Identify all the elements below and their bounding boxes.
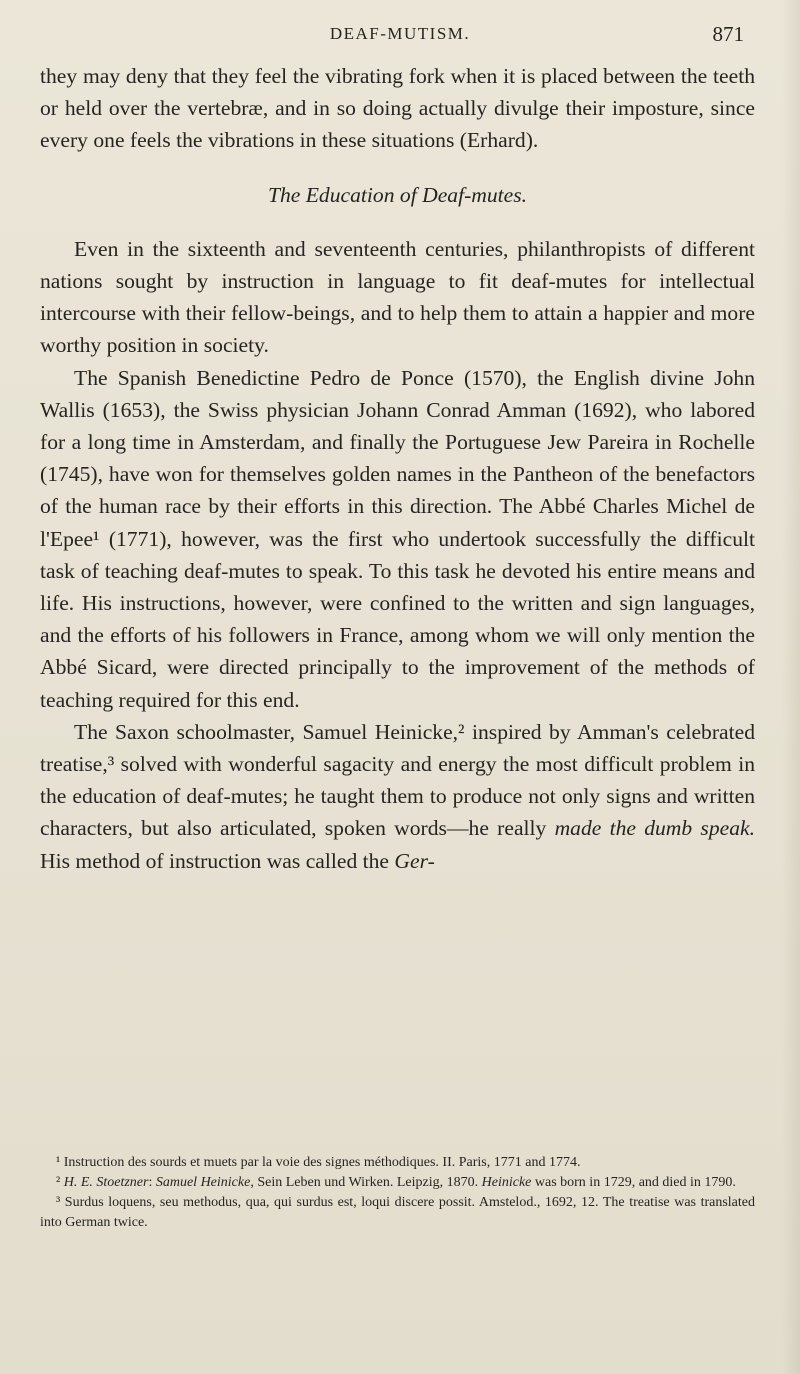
paragraph-heinicke (40, 716, 755, 877)
paragraph-heinicke-mid: His method of instruction was called the (40, 848, 395, 873)
footnote-2-author: H. E. Stoetzner (63, 1175, 149, 1190)
paragraph-benefactors: The Spanish Benedictine Pedro de Ponce (1570), the English divine John Wallis (1653), the Swiss physician Johann Conrad Amman (1692), who labored for a long time in Amsterdam, and finally the Portuguese Jew Pareira in Rochelle (1745), have won for themselves golden names in the Pantheon of the benefactors of the human race by their efforts in this direction. The Abbé Charles Michel de l'Epee¹ (1771), however, was the first who undertook successfully the difficult task of teaching deaf-mutes to speak. To this task he devoted his entire means and life. His instructions, however, were confined to the written and sign languages, and the efforts of his followers in France, among whom we will only mention the Abbé Sicard, were directed principally to the improvement of the methods of teaching required for this end. (40, 365, 755, 712)
running-head: DEAF-MUTISM. (329, 24, 471, 43)
footnote-2-title: Samuel Heinicke (155, 1175, 251, 1190)
footnote-2-sep: : (148, 1175, 156, 1190)
page-edge-shadow (782, 0, 800, 1374)
paragraph-philanthropists: Even in the sixteenth and seventeenth centuries, philanthropists of different nations sought by instruction in language to fit deaf-mutes for intellectual intercourse with their fellow-beings, and to help them to attain a happier and more worthy position in society. (40, 236, 755, 358)
emphasis-made-dumb-speak: made the dumb speak. (554, 816, 755, 841)
page-header (40, 24, 760, 50)
footnote-3: ³ Surdus loquens, seu methodus, qua, qui surdus est, loqui discere possit. Amstelod., 1692, 12. The treatise was translated into German twice. (40, 1195, 755, 1230)
footnote-2-rest: , Sein Leben und Wirken. Leipzig, 1870. (250, 1175, 482, 1190)
footnote-2-mark: ² (56, 1175, 64, 1190)
footnote-2 (40, 1173, 755, 1193)
footnotes (40, 1153, 755, 1233)
footnote-2-end: was born in 1729, and died in 1790. (531, 1175, 736, 1190)
paragraph-heinicke-text: The Saxon schoolmaster, Samuel Heinicke,² inspired by Amman's celebrated treatise,³ solved with wonderful sagacity and energy the most difficult problem in the education of deaf-mutes; he taught them to produce not only signs and written characters, but also articulated, spoken words—he really (40, 719, 755, 841)
footnote-1: ¹ Instruction des sourds et muets par la voie des signes méthodiques. II. Paris, 1771 and 1774. (56, 1155, 581, 1170)
footnote-2-name: Heinicke (481, 1175, 532, 1190)
main-text (40, 60, 755, 877)
section-heading: The Education of Deaf-mutes. (267, 182, 528, 207)
paragraph-continuation: they may deny that they feel the vibrating fork when it is placed between the teeth or held over the vertebræ, and in so doing actually divulge their imposture, since every one feels the vibrations in these situations (Erhard). (40, 64, 755, 153)
page-number: 871 (712, 22, 744, 46)
emphasis-german: Ger- (394, 848, 435, 873)
